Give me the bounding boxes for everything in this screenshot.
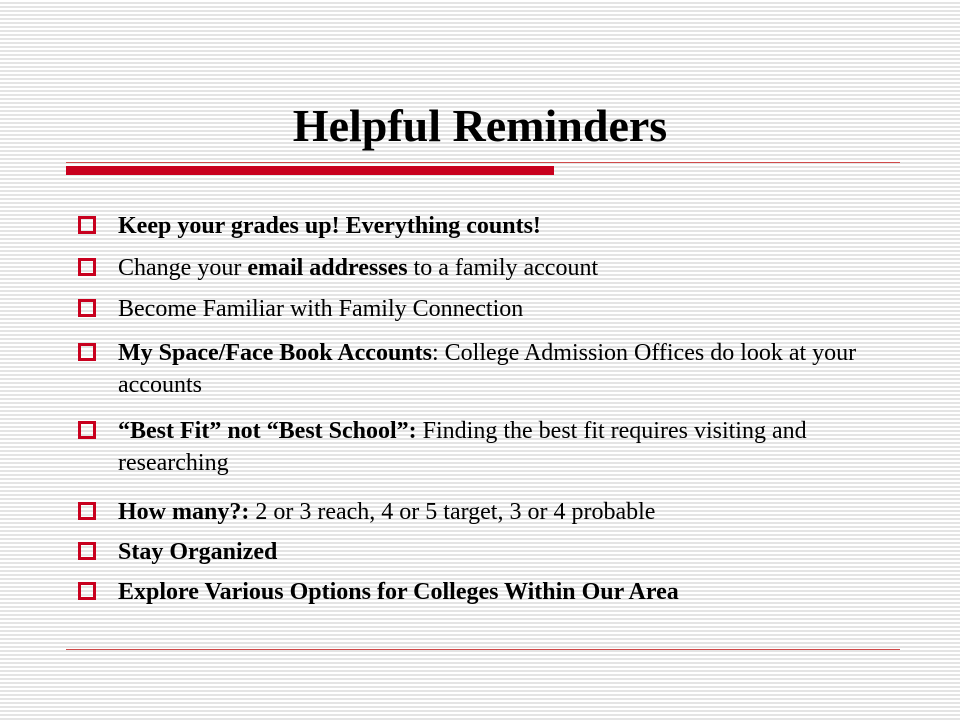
bullet-text <box>118 293 878 325</box>
hollow-square-icon <box>78 343 96 361</box>
bullet-bold-text: Keep your grades up! Everything counts! <box>118 213 541 239</box>
hollow-square-icon <box>78 216 96 234</box>
bullet-text <box>118 415 878 479</box>
bullet-plain-text: 2 or 3 reach, 4 or 5 target, 3 or 4 probable <box>249 499 656 525</box>
bullet-text <box>118 576 878 608</box>
hollow-square-icon <box>78 299 96 317</box>
bullet-bold-text: Explore Various Options for Colleges Within Our Area <box>118 579 679 605</box>
hollow-square-icon <box>78 542 96 560</box>
bullet-bold-text: How many?: <box>118 499 250 525</box>
bullet-plain-text: to a family account <box>407 255 599 281</box>
bullet-bold-text: My Space/Face Book Accounts <box>118 340 432 366</box>
bullet-text <box>118 252 878 284</box>
bottom-rule <box>66 649 900 650</box>
hollow-square-icon <box>78 258 96 276</box>
bullet-plain-text: Become Familiar with Family Connection <box>118 296 524 322</box>
slide-title: Helpful Reminders <box>292 100 668 151</box>
bullet-text <box>118 210 878 242</box>
bullet-text <box>118 337 878 401</box>
bullet-bold-text: “Best Fit” not “Best School”: <box>118 418 417 444</box>
bullet-text <box>118 496 878 528</box>
bullet-text <box>118 536 878 568</box>
hollow-square-icon <box>78 421 96 439</box>
bullet-plain-text: Change your <box>118 255 248 281</box>
hollow-square-icon <box>78 582 96 600</box>
bullet-bold-text: Stay Organized <box>118 539 278 565</box>
bullet-plain-text: : College Admission Offices do look at your accounts <box>118 340 857 398</box>
bullet-bold-text: email addresses <box>247 255 408 281</box>
hollow-square-icon <box>78 502 96 520</box>
bullet-plain-text: Finding the best fit requires visiting and researching <box>118 418 807 476</box>
